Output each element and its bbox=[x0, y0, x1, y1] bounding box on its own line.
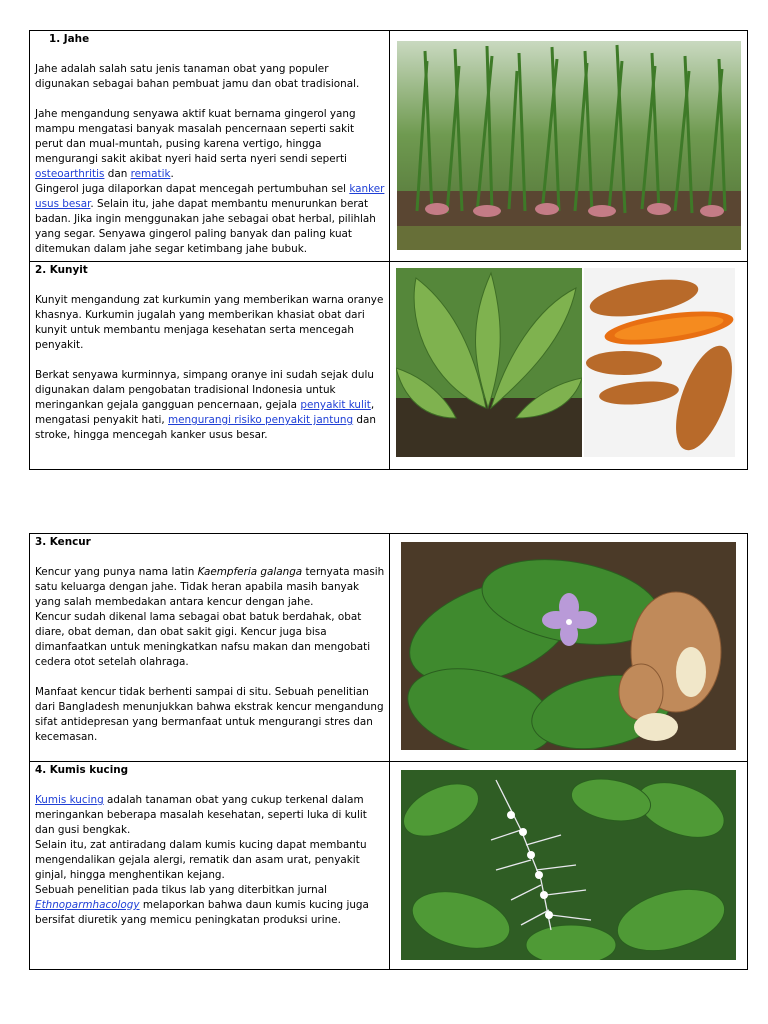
row-kumis-kucing bbox=[30, 761, 747, 969]
kunyit-heading: 2. Kunyit bbox=[35, 264, 88, 276]
link-penyakit-kulit[interactable]: penyakit kulit bbox=[300, 399, 371, 411]
row-kunyit bbox=[30, 261, 747, 470]
row-jahe bbox=[30, 31, 747, 261]
kumis-kucing-paragraph-4: Ethnoparmhacology melaporkan bahwa daun kumis kucing juga bersifat diuretik yang memicu peningkatan produksi urine. bbox=[35, 899, 369, 926]
kumis-kucing-paragraph-3: Sebuah penelitian pada tikus lab yang diterbitkan jurnal bbox=[35, 884, 327, 896]
kumis-kucing-heading: 4. Kumis kucing bbox=[35, 764, 129, 776]
jahe-image-cell bbox=[391, 31, 747, 261]
link-kanker-usus-besar[interactable]: kanker usus besar bbox=[35, 183, 385, 210]
kumis-kucing-plant-image bbox=[401, 770, 736, 960]
jahe-text-cell bbox=[30, 31, 390, 261]
kunyit-paragraph-1: Kunyit mengandung zat kurkumin yang memberikan warna oranye khasnya. Kurkumin jugalah yang memberikan khasiat obat dari kunyit untuk membantu menjaga kesehatan serta mencegah penyakit. bbox=[35, 294, 384, 351]
link-ethnoparmhacology[interactable]: Ethnoparmhacology bbox=[35, 899, 140, 911]
kumis-kucing-image-cell bbox=[391, 762, 747, 969]
table-1 bbox=[29, 30, 748, 470]
kencur-paragraph-2: Kencur sudah dikenal lama sebagai obat batuk berdahak, obat diare, obat deman, dan obat sakit gigi. Kencur juga bisa dimanfaatkan untuk meningkatkan nafsu makan dan mengobati cedera otot setelah olahraga. bbox=[35, 611, 371, 668]
kumis-kucing-paragraph-2: Selain itu, zat antiradang dalam kumis kucing dapat membantu mengendalikan gejala alergi, rematik dan asam urat, penyakit ginjal, hingga menghentikan kejang. bbox=[35, 839, 367, 881]
link-rematik[interactable]: rematik bbox=[130, 168, 171, 180]
kencur-paragraph-1: Kencur yang punya nama latin Kaempferia galanga ternyata masih satu keluarga dengan jahe. Tidak heran apabila masih banyak yang salah membedakan antara kencur dengan jahe. bbox=[35, 566, 385, 608]
ginger-plant-image bbox=[397, 41, 741, 250]
kunyit-text-cell bbox=[30, 262, 390, 470]
link-penyakit-jantung[interactable]: mengurangi risiko penyakit jantung bbox=[168, 414, 354, 426]
kencur-latin-name: Kaempferia galanga bbox=[197, 566, 303, 578]
kunyit-paragraph-2: Berkat senyawa kurminnya, simpang oranye ini sudah sejak dulu digunakan dalam pengobatan tradisional Indonesia untuk meringankan gejala gangguan pencernaan, gejala penyakit kulit, mengatasi penyakit hati, mengurangi risiko penyakit jantung dan stroke, hingga mencegah kanker usus besar. bbox=[35, 369, 376, 441]
kencur-text-cell bbox=[30, 534, 390, 761]
turmeric-root-image bbox=[584, 268, 735, 457]
kencur-heading: 3. Kencur bbox=[35, 536, 91, 548]
kunyit-image-cell bbox=[391, 262, 747, 470]
jahe-paragraph-1: Jahe adalah salah satu jenis tanaman obat yang populer digunakan sebagai bahan pembuat jamu dan obat tradisional. bbox=[35, 63, 360, 90]
table-2 bbox=[29, 533, 748, 970]
link-kumis-kucing[interactable]: Kumis kucing bbox=[35, 794, 104, 806]
row-kencur bbox=[30, 534, 747, 761]
jahe-paragraph-2: Jahe mengandung senyawa aktif kuat bernama gingerol yang mampu mengatasi banyak masalah pencernaan seperti sakit perut dan mual-muntah, pusing karena vertigo, hingga mengurangi sakit akibat nyeri haid serta nyeri sendi seperti osteoarthritis dan rematik. bbox=[35, 108, 356, 180]
kencur-image-cell bbox=[391, 534, 747, 761]
kumis-kucing-paragraph-1: Kumis kucing adalah tanaman obat yang cukup terkenal dalam meringankan beberapa masalah kesehatan, seperti luka di kulit dan gusi bengkak. bbox=[35, 794, 367, 836]
jahe-paragraph-3: Gingerol juga dilaporkan dapat mencegah pertumbuhan sel kanker usus besar. Selain itu, jahe dapat membantu menurunkan berat badan. Jika ingin menggunakan jahe sebagai obat herbal, pilihlah yang segar. Senyawa gingerol paling banyak dan paling kuat ditemukan dalam jahe segar ketimbang jahe bubuk. bbox=[35, 183, 385, 255]
jahe-heading: 1. Jahe bbox=[49, 33, 90, 45]
turmeric-plant-image bbox=[396, 268, 582, 457]
link-osteoarthritis[interactable]: osteoarthritis bbox=[35, 168, 105, 180]
kencur-plant-image bbox=[401, 542, 736, 750]
kencur-paragraph-3: Manfaat kencur tidak berhenti sampai di situ. Sebuah penelitian dari Bangladesh menunjukkan bahwa ekstrak kencur mengandung sifat antidepresan yang bermanfaat untuk mengurangi stres dan kecemasan. bbox=[35, 686, 384, 743]
kumis-kucing-text-cell bbox=[30, 762, 390, 969]
